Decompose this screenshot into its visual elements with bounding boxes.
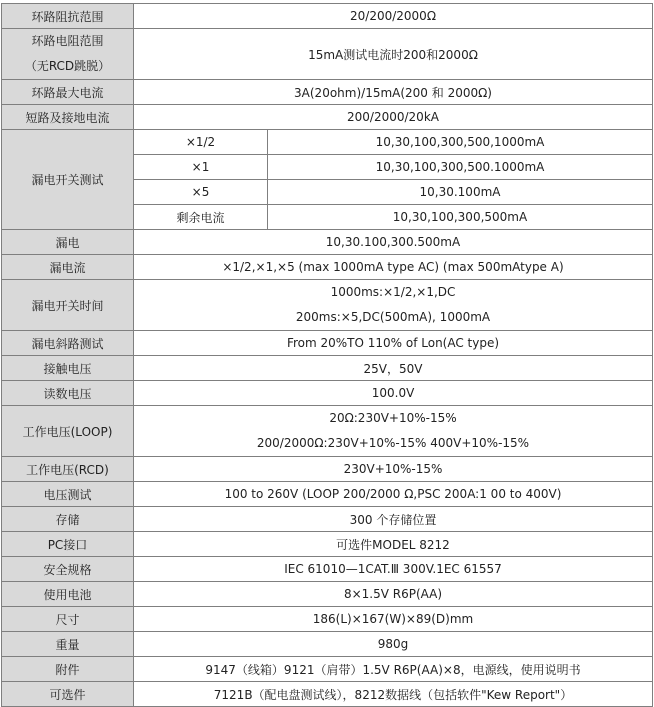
spec-value: IEC 61010—1CAT.Ⅲ 300V.1EC 61557 [134, 557, 653, 582]
spec-label: 漏电开关时间 [2, 280, 134, 331]
spec-row-loop-impedance-range [2, 4, 653, 29]
spec-value: From 20%TO 110% of Lon(AC type) [134, 331, 653, 356]
spec-value: 20/200/2000Ω [134, 4, 653, 29]
spec-row-accessories [2, 657, 653, 682]
spec-label: 工作电压(LOOP) [2, 406, 134, 457]
spec-value: 10,30.100,300.500mA [134, 230, 653, 255]
spec-value: 10,30,100,300,500mA [268, 205, 653, 230]
spec-value: 10,30,100,300,500.1000mA [268, 155, 653, 180]
rcd-multiplier: ×1 [134, 155, 268, 180]
spec-value: 25V，50V [134, 356, 653, 381]
spec-row-operating-voltage-rcd [2, 457, 653, 482]
spec-label: 漏电 [2, 230, 134, 255]
spec-value: 10,30,100,300,500,1000mA [268, 130, 653, 155]
spec-value: 186(L)×167(W)×89(D)mm [134, 607, 653, 632]
spec-value-line: 20Ω:230V+10%-15% [329, 411, 457, 425]
spec-value: 10,30.100mA [268, 180, 653, 205]
rcd-multiplier: ×1/2 [134, 130, 268, 155]
spec-row-voltage-test [2, 482, 653, 507]
spec-label: 工作电压(RCD) [2, 457, 134, 482]
spec-row-short-circuit-current [2, 105, 653, 130]
spec-value: 300 个存储位置 [134, 507, 653, 532]
spec-row-rcd-ramp-test [2, 331, 653, 356]
spec-label-line: （无RCD跳脱） [24, 59, 111, 73]
spec-label: 漏电流 [2, 255, 134, 280]
spec-row-pc-interface [2, 532, 653, 557]
spec-row-leakage-current [2, 255, 653, 280]
spec-row-optional [2, 682, 653, 707]
spec-value: 230V+10%-15% [134, 457, 653, 482]
spec-label: 可选件 [2, 682, 134, 707]
spec-value: 980g [134, 632, 653, 657]
spec-value: 可选件MODEL 8212 [134, 532, 653, 557]
spec-label: 漏电斜路测试 [2, 331, 134, 356]
spec-label-line: 环路电阻范围 [31, 34, 104, 48]
spec-label [2, 29, 134, 80]
spec-label: 重量 [2, 632, 134, 657]
spec-label: 接触电压 [2, 356, 134, 381]
spec-table [1, 3, 653, 707]
spec-label: 安全规格 [2, 557, 134, 582]
spec-label: 读数电压 [2, 381, 134, 406]
spec-value: 200/2000/20kA [134, 105, 653, 130]
spec-row-read-voltage [2, 381, 653, 406]
spec-label: 短路及接地电流 [2, 105, 134, 130]
spec-value-line: 1000ms:×1/2,×1,DC [330, 285, 456, 299]
spec-value-line: 200ms:×5,DC(500mA), 1000mA [295, 310, 491, 324]
spec-value: 7121B（配电盘测试线），8212数据线（包括软件"Kew Report"） [134, 682, 653, 707]
spec-row-storage [2, 507, 653, 532]
spec-row-dimensions [2, 607, 653, 632]
spec-value: ×1/2,×1,×5 (max 1000mA type AC) (max 500mAtype A) [134, 255, 653, 280]
spec-row-battery [2, 582, 653, 607]
spec-value-line: 200/2000Ω:230V+10%-15% 400V+10%-15% [256, 436, 530, 450]
spec-row-touch-voltage [2, 356, 653, 381]
spec-value [134, 406, 653, 457]
spec-row-loop-max-current [2, 80, 653, 105]
spec-value: 100 to 260V (LOOP 200/2000 Ω,PSC 200A:1 00 to 400V) [134, 482, 653, 507]
spec-row-rcd-test [2, 130, 653, 155]
spec-row-weight [2, 632, 653, 657]
spec-row-loop-resistance-range [2, 29, 653, 80]
spec-label: PC接口 [2, 532, 134, 557]
spec-row-leakage [2, 230, 653, 255]
spec-label: 环路最大电流 [2, 80, 134, 105]
spec-label: 漏电开关测试 [2, 130, 134, 230]
spec-value: 3A(20ohm)/15mA(200 和 2000Ω) [134, 80, 653, 105]
spec-value: 15mA测试电流时200和2000Ω [134, 29, 653, 80]
spec-value [134, 280, 653, 331]
spec-label: 电压测试 [2, 482, 134, 507]
spec-value: 9147（线箱）9121（肩带）1.5V R6P(AA)×8，电源线，使用说明书 [134, 657, 653, 682]
spec-label: 存储 [2, 507, 134, 532]
spec-label: 环路阻抗范围 [2, 4, 134, 29]
spec-label: 附件 [2, 657, 134, 682]
spec-value: 8×1.5V R6P(AA) [134, 582, 653, 607]
spec-label: 尺寸 [2, 607, 134, 632]
rcd-multiplier: 剩余电流 [134, 205, 268, 230]
spec-row-operating-voltage-loop [2, 406, 653, 457]
spec-row-safety-standard [2, 557, 653, 582]
spec-label: 使用电池 [2, 582, 134, 607]
rcd-multiplier: ×5 [134, 180, 268, 205]
spec-value: 100.0V [134, 381, 653, 406]
spec-row-rcd-trip-time [2, 280, 653, 331]
